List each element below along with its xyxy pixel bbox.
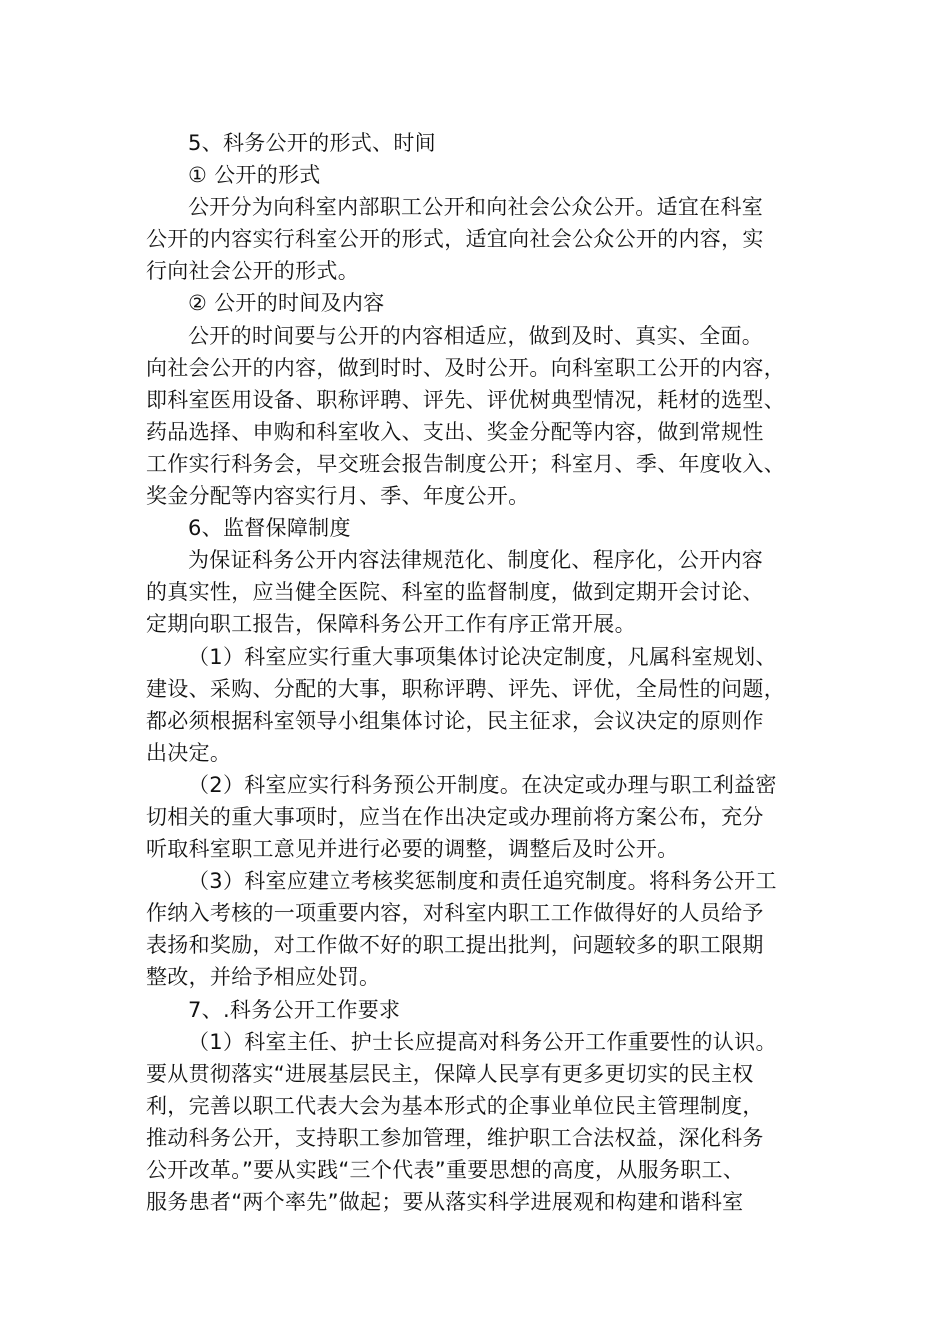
paragraph-line: 整改，并给予相应处罚。 [146, 965, 381, 990]
paragraph-line: 向社会公开的内容，做到时时、及时公开。向科室职工公开的内容， [146, 355, 785, 380]
document-body [146, 127, 810, 1218]
paragraph-line: 利，完善以职工代表大会为基本形式的企事业单位民主管理制度， [146, 1093, 764, 1118]
section-heading-6: 6、监督保障制度 [188, 516, 351, 541]
paragraph-line: 的真实性，应当健全医院、科室的监督制度，做到定期开会讨论、 [146, 580, 764, 605]
paragraph-line: 工作实行科务会，早交班会报告制度公开；科室月、季、年度收入、 [146, 451, 785, 476]
paragraph-line: （2）科室应实行科务预公开制度。在决定或办理与职工利益密 [188, 772, 777, 797]
subheading-form: ① 公开的形式 [188, 163, 321, 188]
paragraph-line: 服务患者“两个率先”做起；要从落实科学进展观和构建和谐科室 [146, 1190, 744, 1215]
paragraph-line: 都必须根据科室领导小组集体讨论，民主征求，会议决定的原则作 [146, 708, 764, 733]
subheading-time-content: ② 公开的时间及内容 [188, 291, 385, 316]
paragraph-line: 听取科室职工意见并进行必要的调整，调整后及时公开。 [146, 837, 679, 862]
paragraph-line: 推动科务公开，支持职工参加管理，维护职工合法权益，深化科务 [146, 1125, 764, 1150]
paragraph-line: 要从贯彻落实“进展基层民主，保障人民享有更多更切实的民主权 [146, 1061, 754, 1086]
paragraph-line: 药品选择、申购和科室收入、支出、奖金分配等内容，做到常规性 [146, 419, 764, 444]
paragraph-line: 出决定。 [146, 740, 232, 765]
section-heading-5: 5、科务公开的形式、时间 [188, 131, 436, 155]
paragraph-line: 奖金分配等内容实行月、季、年度公开。 [146, 484, 530, 509]
paragraph-line: 即科室医用设备、职称评聘、评先、评优树典型情况，耗材的选型、 [146, 387, 785, 412]
paragraph-line: （3）科室应建立考核奖惩制度和责任追究制度。将科务公开工 [188, 869, 777, 894]
paragraph-line: 公开的时间要与公开的内容相适应，做到及时、真实、全面。 [188, 323, 764, 348]
paragraph-line: 为保证科务公开内容法律规范化、制度化、程序化，公开内容 [188, 548, 764, 573]
paragraph-line: 公开的内容实行科室公开的形式，适宜向社会公众公开的内容，实 [146, 227, 764, 252]
paragraph-line: 切相关的重大事项时，应当在作出决定或办理前将方案公布，充分 [146, 804, 764, 829]
paragraph-line: 行向社会公开的形式。 [146, 259, 359, 284]
paragraph-line: 表扬和奖励，对工作做不好的职工提出批判，问题较多的职工限期 [146, 933, 764, 958]
paragraph-line: 公开改革。”要从实践“三个代表”重要思想的高度，从服务职工、 [146, 1158, 745, 1182]
paragraph-line: 作纳入考核的一项重要内容，对科室内职工工作做得好的人员给予 [146, 901, 764, 926]
paragraph-line: 建设、采购、分配的大事，职称评聘、评先、评优，全局性的问题， [146, 676, 785, 701]
paragraph-line: 定期向职工报告，保障科务公开工作有序正常开展。 [146, 612, 636, 637]
section-heading-7: 7、.科务公开工作要求 [188, 997, 401, 1022]
paragraph-line: 公开分为向科室内部职工公开和向社会公众公开。适宜在科室 [188, 195, 764, 220]
paragraph-line: （1）科室主任、护士长应提高对科务公开工作重要性的认识。 [188, 1029, 777, 1054]
paragraph-line: （1）科室应实行重大事项集体讨论决定制度，凡属科室规划、 [188, 644, 777, 669]
